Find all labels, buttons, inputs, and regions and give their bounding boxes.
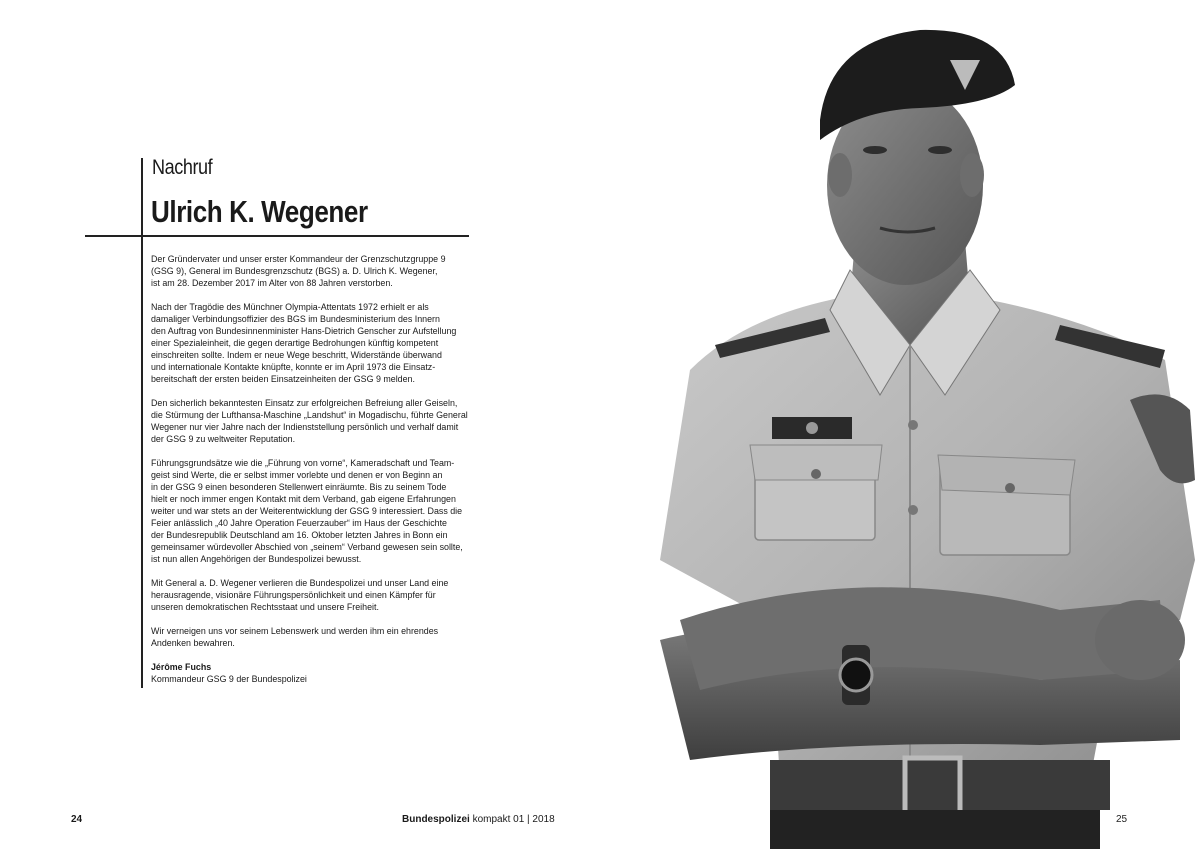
signature bbox=[151, 661, 481, 685]
signature-name: Jérôme Fuchs bbox=[151, 662, 212, 672]
paragraph-3: Den sicherlich bekanntesten Einsatz zur erfolgreichen Befreiung aller Geiseln, die Stürmung der Lufthansa-Maschine „Landshut“ in Mogadischu, führte General Wegener nur vier Jahre nach der Indienststellung persönlich und verhalf damit der GSG 9 zu weltweiter Reputation. bbox=[151, 398, 468, 444]
paragraph-4: Führungsgrundsätze wie die „Führung von vorne“, Kameradschaft und Team- geist sind Werte, die er selbst immer vorlebte und denen er von Beginn an in der GSG 9 einen besonderen Stellenwert einräumte. Bis zu seinem Tode hielt er noch immer engen Kontakt mit dem Verband, gab eigene Erfahrungen weiter und war stets an der Weiterentwicklung der GSG 9 interessiert. Dass die Feier anlässlich „40 Jahre Operation Feuerzauber“ im Haus der Geschichte der Bundesrepublik Deutschland am 16. Oktober letzten Jahres in Bonn ein gemeinsamer würdevoller Abschied von „seinem“ Verband gewesen sein sollte, ist nun allen Angehörigen der Bundespolizei bewusst. bbox=[151, 458, 463, 564]
article-body bbox=[151, 253, 481, 685]
page-number-left: 24 bbox=[71, 814, 83, 825]
signature-role: Kommandeur GSG 9 der Bundespolizei bbox=[151, 674, 307, 684]
portrait-illustration bbox=[620, 0, 1200, 849]
horizontal-rule bbox=[85, 235, 469, 237]
paragraph-2: Nach der Tragödie des Münchner Olympia-Attentats 1972 erhielt er als damaliger Verbindungsoffizier des BGS im Bundesministerium des Innern den Auftrag von Bundesinnenminister Hans-Dietrich Genscher zur Aufstellung einer Spezialeinheit, die gegen derartige Bedrohungen künftig kompetent einschreiten sollte. Indem er neue Wege beschritt, Widerstände überwand und internationale Kontakte knüpfte, konnte er im April 1973 die Einsatz- bereitschaft der ersten beiden Einsatzeinheiten der GSG 9 melden. bbox=[151, 302, 457, 384]
belt bbox=[770, 760, 1110, 810]
article-title: Ulrich K. Wegener bbox=[151, 194, 368, 229]
publication-line: Bundespolizei kompakt 01 | 2018 bbox=[402, 814, 555, 825]
page-number-right: 25 bbox=[1116, 814, 1128, 825]
paragraph-5: Mit General a. D. Wegener verlieren die Bundespolizei und unser Land eine herausragende, visionäre Führungspersönlichkeit und einen Kämpfer für unseren demokratischen Rechtsstaat und unsere Freiheit. bbox=[151, 578, 449, 612]
vertical-rule bbox=[141, 158, 143, 688]
paragraph-1: Der Gründervater und unser erster Kommandeur der Grenzschutzgruppe 9 (GSG 9), General im Bundesgrenzschutz (BGS) a. D. Ulrich K. Wegener, ist am 28. Dezember 2017 im Alter von 88 Jahren verstorben. bbox=[151, 254, 446, 288]
section-kicker: Nachruf bbox=[152, 156, 213, 179]
portrait-photo bbox=[620, 0, 1200, 849]
watch-face bbox=[840, 659, 872, 691]
paragraph-6: Wir verneigen uns vor seinem Lebenswerk und werden ihm ein ehrendes Andenken bewahren. bbox=[151, 626, 439, 648]
